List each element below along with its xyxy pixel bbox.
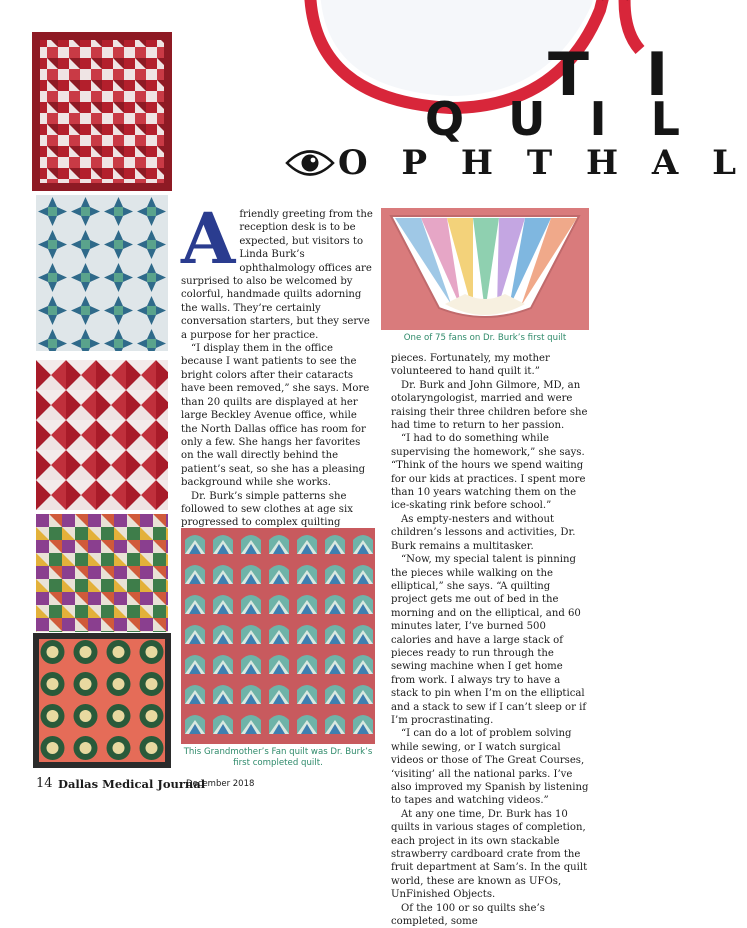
drop-cap: A bbox=[181, 197, 236, 280]
quilt-photo-multicolor bbox=[36, 514, 168, 632]
quilt-photo-red-white bbox=[36, 36, 168, 187]
article-paragraph: Dr. Burk and John Gilmore, MD, an otolaryngologist, married and were raising their three children before she had time to return to her passion. bbox=[391, 379, 588, 432]
quilt-photo-coral-fans bbox=[36, 636, 168, 765]
quilt-photo-grandmothers-fan bbox=[181, 528, 375, 744]
title-line-2: Q U I L bbox=[425, 92, 694, 146]
page-number: 14 bbox=[36, 776, 53, 791]
fan-block-photo bbox=[381, 208, 589, 330]
title-line-1: T I bbox=[548, 40, 687, 110]
article-paragraph: At any one time, Dr. Burk has 10 quilts in various stages of completion, each project in its own stackable strawberry cardboard crate from the fruit department at Sam’s. In the quilt world, these are known as UFOs, UnFinished Objects. bbox=[391, 808, 588, 901]
article-paragraph: “I had to do something while supervising the homework,” she says. “Think of the hours we spend waiting for our kids at practices. I spent more than 10 years watching them on the ice-skating rink before school.” bbox=[391, 433, 586, 512]
issue-date: December 2018 bbox=[186, 779, 255, 789]
article-paragraph: “I can do a lot of problem solving while sewing, or I watch surgical videos or those of The Great Courses, ‘visiting’ all the national parks. I’ve also improved my Spanish by listening to tapes and watching videos.” bbox=[391, 728, 589, 807]
quilt-photo-caption: This Grandmother’s Fan quilt was Dr. Burk’s first completed quilt. bbox=[183, 747, 373, 768]
quilt-photo-blue-stars bbox=[36, 195, 168, 351]
article-paragraph: Dr. Burk’s simple patterns she followed to sew clothes at age six progressed to complex quilting bbox=[181, 490, 353, 529]
article-paragraph: “Now, my special talent is pinning the pieces while walking on the elliptical,” she says. “A quilting project gets me out of bed in the morning and on the elliptical, and 60 minutes later, I’ve burned 500 calories and have a large stack of pieces ready to run through the sewing machine when I get home from work. I always try to have a stack to pin when I’m on the elliptical and a stack to sew if I can’t sleep or if I’m procrastinating. bbox=[391, 554, 587, 726]
title-line-3: O P H T H A L bbox=[338, 143, 747, 183]
quilt-photo-red-pinwheel bbox=[36, 360, 168, 510]
publication-name: Dallas Medical Journal bbox=[58, 777, 206, 791]
article-paragraph: Of the 100 or so quilts she’s completed, some bbox=[391, 902, 545, 928]
article-paragraph: friendly greeting from the reception desk is to be expected, but visitors to Linda Burk’s ophthalmology offices are surprised to also be welcomed by colorful, handmade quilts adorning the walls. They’re certainly conversation starters, but they serve a purpose for her practice. bbox=[181, 209, 373, 341]
article-paragraph: As empty-nesters and without children’s lessons and activities, Dr. Burk remains a multitasker. bbox=[391, 513, 576, 552]
article-column-2 bbox=[391, 352, 589, 928]
fan-photo-caption: One of 75 fans on Dr. Burk’s first quilt bbox=[403, 333, 567, 343]
article-paragraph: pieces. Fortunately, my mother volunteered to hand quilt it.” bbox=[391, 353, 550, 378]
article-paragraph: “I display them in the office because I want patients to see the bright colors after their cataracts have been removed,” she says. More than 20 quilts are displayed at her large Beckley Avenue office, while the North Dallas office has room for only a few. She hangs her favorites on the wall directly behind the patient’s seat, so she has a pleasing background while she works. bbox=[181, 343, 370, 489]
eye-icon bbox=[285, 146, 335, 180]
